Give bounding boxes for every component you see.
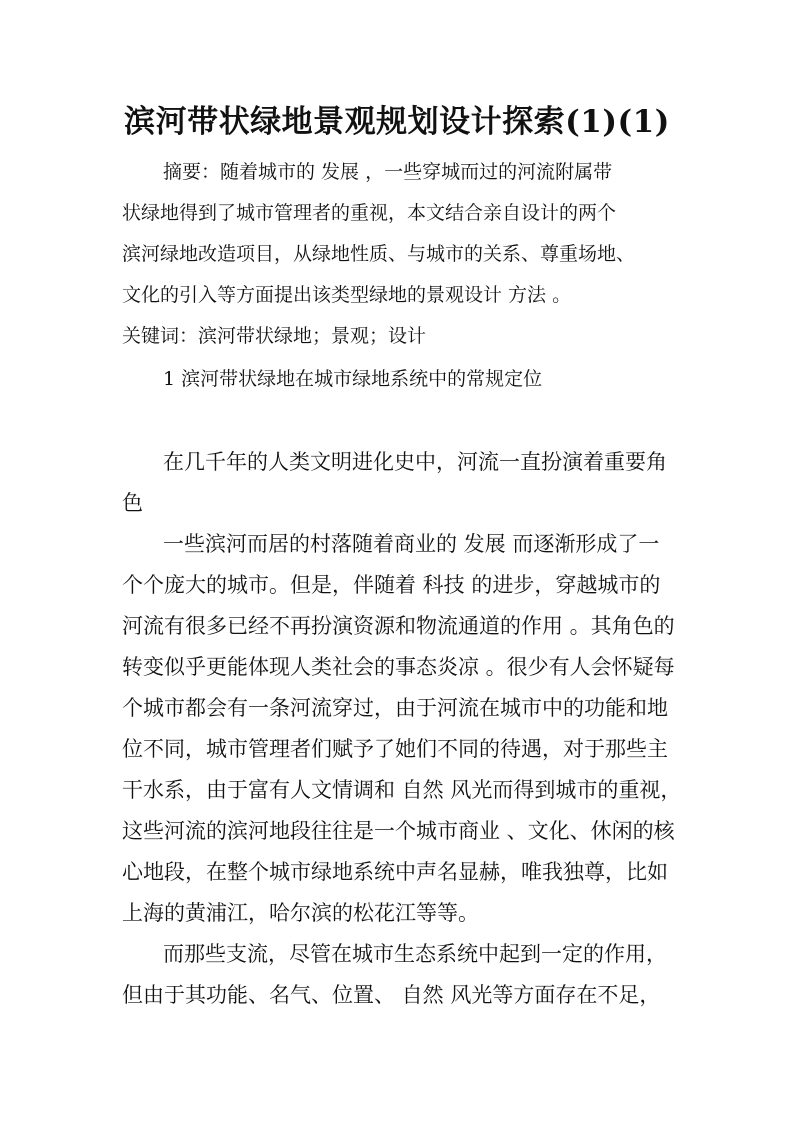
keywords-line: 关键词：滨河带状绿地；景观；设计 bbox=[122, 325, 427, 347]
paragraph-1-line-2: 色 bbox=[122, 491, 143, 515]
abstract-line-3: 滨河绿地改造项目，从绿地性质、与城市的关系、尊重场地、 bbox=[122, 243, 636, 265]
paragraph-2-line-2: 个个庞大的城市。但是，伴随着 科技 的进步，穿越城市的 bbox=[122, 573, 661, 597]
abstract-line-1: 摘要：随着城市的 发展 ，一些穿城而过的河流附属带 bbox=[163, 161, 613, 183]
paragraph-2-line-10: 上海的黄浦江，哈尔滨的松花江等等。 bbox=[122, 901, 479, 925]
paragraph-2-line-6: 位不同，城市管理者们赋予了她们不同的待遇，对于那些主 bbox=[122, 737, 668, 761]
document-title: 滨河带状绿地景观规划设计探索(1)(1) bbox=[124, 104, 670, 140]
paragraph-2-line-8: 这些河流的滨河地段往往是一个城市商业 、文化、休闲的核 bbox=[122, 819, 675, 843]
abstract-line-2: 状绿地得到了城市管理者的重视，本文结合亲自设计的两个 bbox=[122, 202, 617, 224]
paragraph-1-line-1: 在几千年的人类文明进化史中，河流一直扮演着重要角 bbox=[163, 450, 667, 474]
paragraph-2-line-9: 心地段，在整个城市绿地系统中声名显赫，唯我独尊，比如 bbox=[122, 860, 668, 884]
paragraph-2-line-4: 转变似乎更能体现人类社会的事态炎凉 。很少有人会怀疑每 bbox=[122, 655, 675, 679]
paragraph-3-line-1: 而那些支流，尽管在城市生态系统中起到一定的作用， bbox=[163, 942, 667, 966]
section-heading: 1 滨河带状绿地在城市绿地系统中的常规定位 bbox=[163, 368, 543, 390]
paragraph-2-line-5: 个城市都会有一条河流穿过，由于河流在城市中的功能和地 bbox=[122, 696, 668, 720]
paragraph-2-line-1: 一些滨河而居的村落随着商业的 发展 而逐渐形成了一 bbox=[163, 532, 660, 556]
abstract-line-4: 文化的引入等方面提出该类型绿地的景观设计 方法 。 bbox=[122, 284, 572, 306]
paragraph-2-line-7: 干水系，由于富有人文情调和 自然 风光而得到城市的重视， bbox=[122, 778, 682, 802]
paragraph-2-line-3: 河流有很多已经不再扮演资源和物流通道的作用 。其角色的 bbox=[122, 614, 675, 638]
paragraph-3-line-2: 但由于其功能、名气、位置、 自然 风光等方面存在不足， bbox=[122, 983, 661, 1007]
